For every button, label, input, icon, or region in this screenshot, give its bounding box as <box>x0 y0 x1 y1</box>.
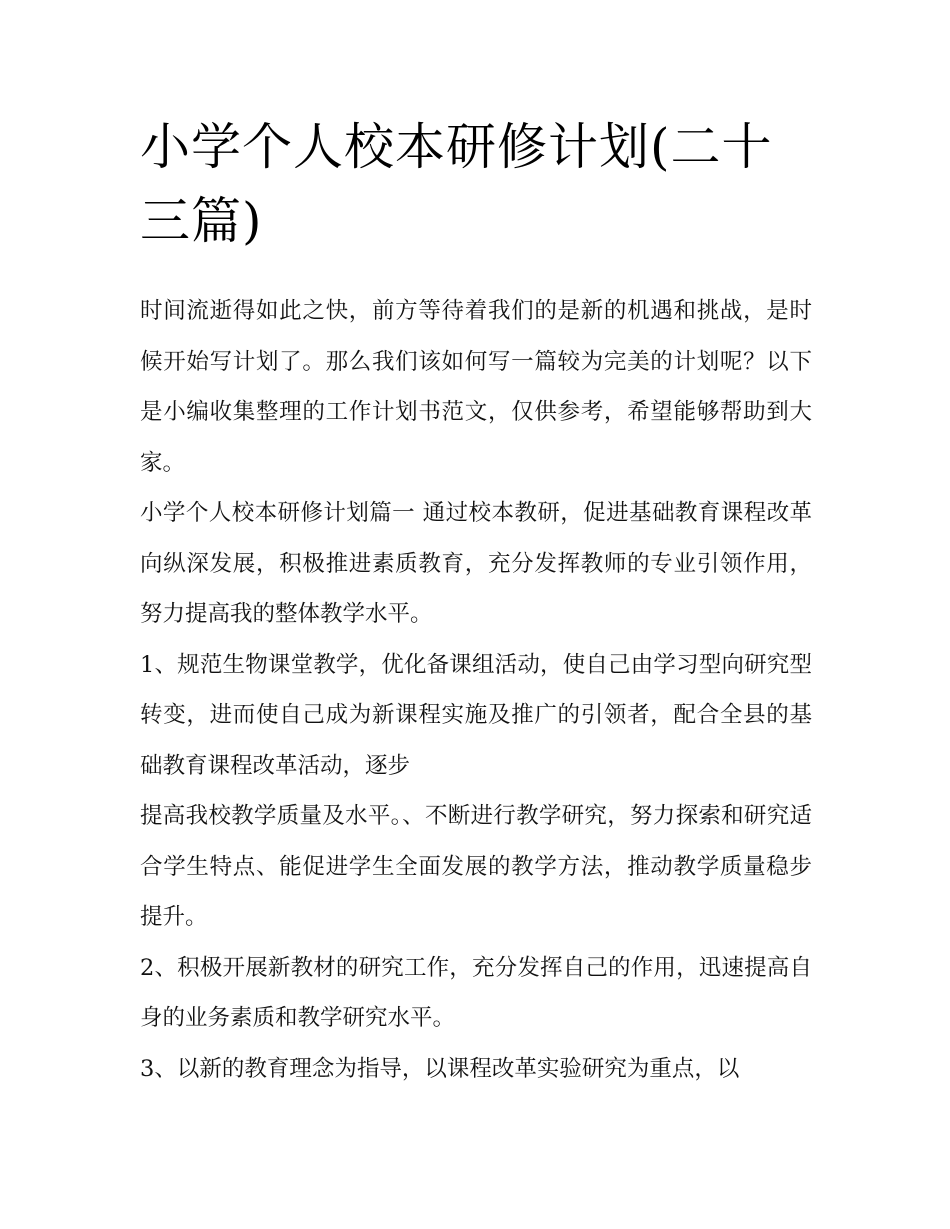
intro-paragraph: 时间流逝得如此之快，前方等待着我们的是新的机遇和挑战，是时候开始写计划了。那么我们该如何写一篇较为完美的计划呢？以下是小编收集整理的工作计划书范文，仅供参考，希望能够帮助到大家。 <box>140 298 812 476</box>
document-body <box>140 110 812 1094</box>
list-item-3: 3、以新的教育理念为指导，以课程改革实验研究为重点，以 <box>140 1055 740 1082</box>
list-item-1: 1、规范生物课堂教学，优化备课组活动，使自己由学习型向研究型转变，进而使自己成为新课程实施及推广的引领者，配合全县的基础教育课程改革活动，逐步 <box>140 651 812 779</box>
section-one-paragraph: 小学个人校本研修计划篇一 通过校本教研，促进基础教育课程改革向纵深发展，积极推进素质教育，充分发挥教师的专业引领作用，努力提高我的整体教学水平。 <box>140 500 812 627</box>
list-item-2: 2、积极开展新教材的研究工作，充分发挥自己的作用，迅速提高自身的业务素质和教学研究水平。 <box>140 954 812 1031</box>
document-title: 小学个人校本研修计划(二十三篇) <box>140 118 773 250</box>
list-item-1-continued: 提高我校教学质量及水平。、不断进行教学研究，努力探索和研究适合学生特点、能促进学生全面发展的教学方法，推动教学质量稳步提升。 <box>140 803 812 930</box>
